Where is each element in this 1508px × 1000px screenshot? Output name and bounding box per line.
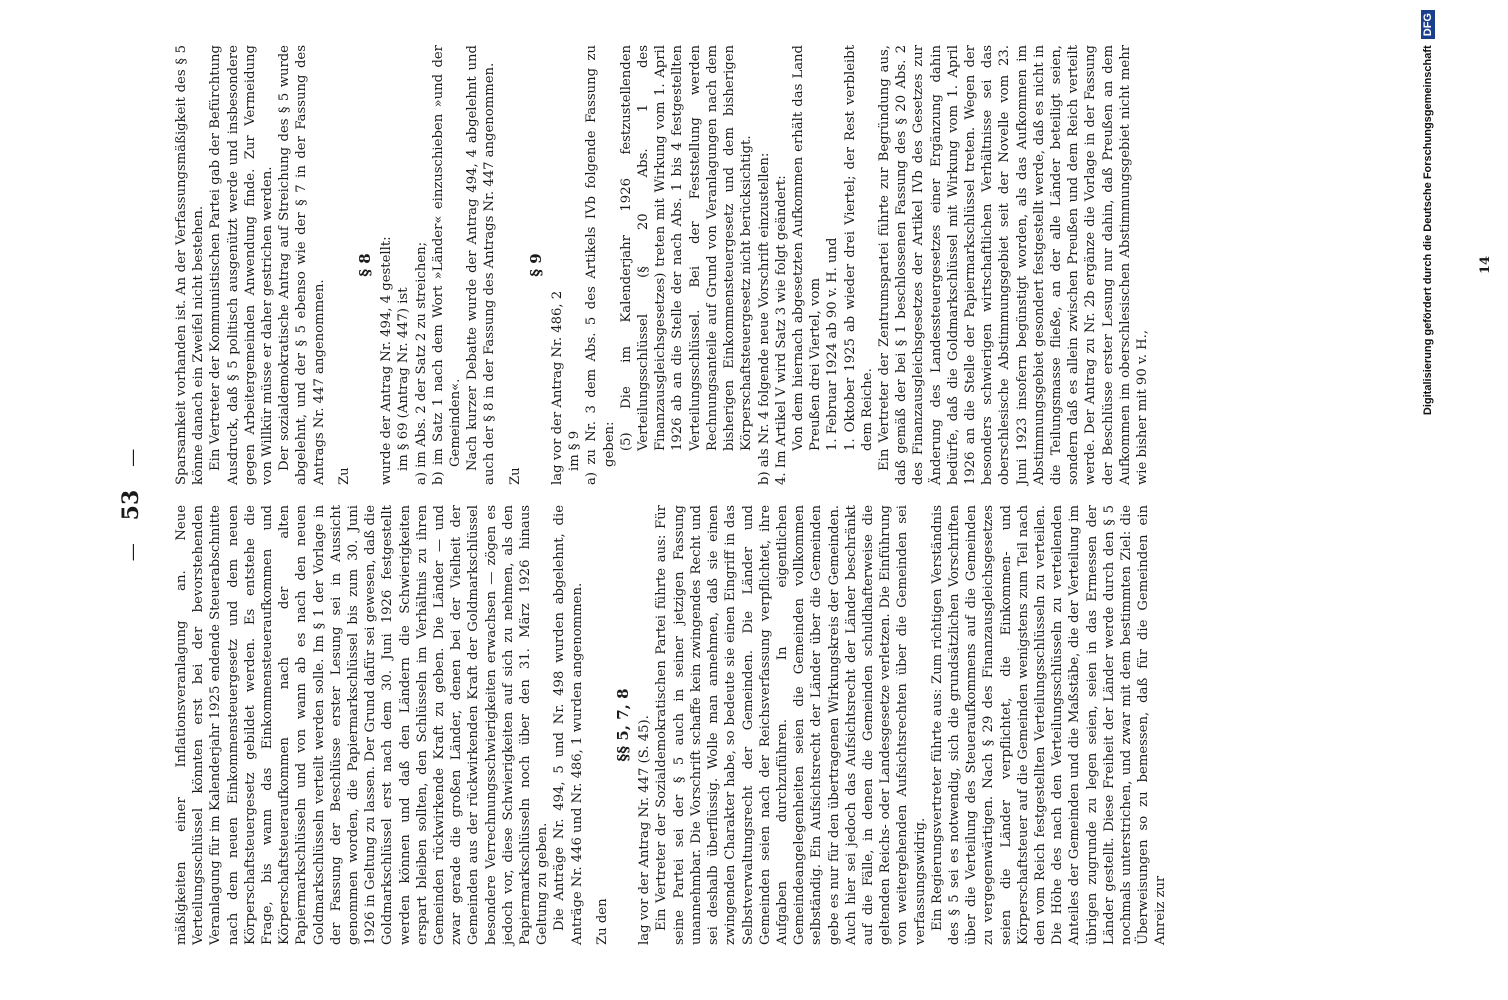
- footer-page-number: 14: [1478, 255, 1493, 275]
- paragraph: lag vor der Antrag Nr. 447 (S. 45).: [637, 715, 653, 945]
- paragraph: Ein Vertreter der Zentrumspartei führte zur Begründung aus, daß gemäß der bei § 1 beschlossenen Fassung des § 20 Abs. 2 des Finanzausgleichsgesetzes der Artikel IVb des Gesetzes zur Änderung des Landessteuergesetzes einer Ergänzung dahin bedürfe, daß die Goldmarkschlüssel mit Wirkung vom 1. April 1926 an die Stelle der Papiermarkschlüssel treten. Wegen der besonders schwierigen wirtschaftlichen Verhältnisse sei das oberschlesische Abstimmungsgebiet seit der Novelle vom 23. Juni 1923 insofern begünstigt worden, als das Aufkommen im Abstimmungsgebiet gesondert festgestellt werde, daß es nicht in die Teilungsmasse fließe, an der alle Länder beteiligt seien, sondern daß es allein zwischen Preußen und dem Reich verteilt werde. Der Antrag zu Nr. 2b ergänze die Vorlage in der Fassung der Beschlüsse erster Lesung nur dahin, daß Preußen an dem Aufkommen im oberschlesischen Abstimmungsgebiet nicht mehr wie bisher mit 90 v. H.,: [876, 45, 1150, 485]
- paragraph: im § 9: [567, 430, 583, 471]
- sub-item: Von dem hiernach abgesetzten Aufkommen erhält das Land Preußen drei Viertel, vom: [790, 45, 824, 451]
- list-item: b) im Satz 1 nach dem Wort »Länder« einzuschieben »und der Gemeinden«.: [430, 45, 464, 485]
- paragraph: Sparsamkeit vorhanden ist. An der Verfassungsmäßigkeit des § 5 könne danach ein Zweifel nicht bestehen.: [174, 45, 207, 485]
- paragraph: Der sozialdemokratische Antrag auf Streichung des § 5 wurde abgelehnt, und der § 5 ebenso wie der § 7 in der Fassung des Antrags Nr. 447 angenommen.: [277, 45, 327, 485]
- header-dash-left: —: [122, 543, 143, 562]
- credit-text: Digitalisierung gefördert durch die Deutsche Forschungsgemeinschaft: [1422, 45, 1434, 416]
- paragraph: im § 69 (Antrag Nr. 447) ist: [396, 287, 412, 471]
- header-dash-right: —: [122, 448, 143, 467]
- sub-item: 1. Februar 1924 ab 90 v. H. und: [825, 237, 841, 451]
- paragraph: Ein Vertreter der Sozialdemokratischen Partei führte aus: Für seine Partei sei der § 5 auch in seiner jetzigen Fassung unannehmbar. Die Vorschrift schaffe kein zwingendes Recht und sei deshalb überflüssig. Wolle man annehmen, daß sie einen zwingenden Charakter habe, so bedeute sie einen Eingriff in das Selbstverwaltungsrecht der Gemeinden. Die Länder und Gemeinden seien nach der Reichsverfassung verpflichtet, ihre Aufgaben durchzuführen. In eigentlichen Gemeindeangelegenheiten seien die Gemeinden vollkommen selbständig. Ein Aufsichtsrecht der Länder über die Gemeinden gebe es nur für den übertragenen Wirkungskreis der Gemeinden. Auch hier sei jedoch das Aufsichtsrecht der Länder beschränkt auf die Fälle, in denen die Gemeinden schuldhafterweise die geltenden Reichs- oder Landesgesetze verletzen. Die Einführung von weitergehenden Aufsichtsrechten über die Gemeinden sei verfassungswidrig.: [654, 505, 928, 945]
- left-column: [173, 505, 1503, 945]
- section-heading: § 8: [356, 253, 375, 277]
- paragraph: wurde der Antrag Nr. 494, 4 gestellt:: [379, 236, 395, 485]
- section-heading: § 9: [526, 253, 545, 277]
- section-intro: Zu: [336, 467, 352, 485]
- paragraph: Ein Vertreter der Kommunistischen Partei gab der Befürchtung Ausdruck, daß § 5 politisch ausgenützt werde und insbesondere gegen Arbeitergemeinden Anwendung finde. Zur Vermeidung von Willkür müsse er daher gestrichen werden.: [208, 45, 276, 485]
- list-item: b) als Nr. 4 folgende neue Vorschrift einzustellen:: [756, 152, 772, 485]
- paragraph: Die Anträge Nr. 494, 5 und Nr. 498 wurden abgelehnt, die Anträge Nr. 446 und Nr. 486, 1 wurden angenommen.: [552, 505, 585, 945]
- paragraph: Nach kurzer Debatte wurde der Antrag 494, 4 abgelehnt und auch der § 8 in der Fassung des Antrags Nr. 447 angenommen.: [465, 45, 498, 485]
- section-intro: Zu den: [594, 898, 610, 945]
- list-item: a) zu Nr. 3 dem Abs. 5 des Artikels IVb folgende Fassung zu geben:: [584, 45, 617, 485]
- digitization-credit: [1418, 0, 1438, 1000]
- dfg-logo: DFG: [1421, 10, 1435, 39]
- page-header: [118, 25, 158, 985]
- paragraph: lag vor der Antrag Nr. 486, 2: [550, 290, 566, 485]
- list-item: a) im Abs. 2 der Satz 2 zu streichen;: [413, 241, 429, 485]
- section-heading: §§ 5, 7, 8: [614, 688, 633, 762]
- paragraph: Ein Regierungsvertreter führte aus: Zum richtigen Verständnis des § 5 sei es notwendig, sich die grundsätzlichen Vorschriften über die Verteilung des Steueraufkommens auf die Gemeinden zu vergegenwärtigen. Nach § 29 des Finanzausgleichsgesetzes seien die Länder verpflichtet, die Einkommen- und Körperschaftsteuer auf die Gemeinden wenigstens zum Teil nach den vom Reich festgestellten Verteilungsschlüsseln zu verteilen. Die Höhe des nach den Verteilungsschlüsseln zu verteilenden Anteiles der Gemeinden und die Maßstäbe, die der Verteilung im übrigen zugrunde zu legen seien, seien in das Ermessen der Länder gestellt. Diese Freiheit der Länder werde durch den § 5 nochmals unterstrichen, und zwar mit dem bestimmten Ziel: die Überweisungen so zu bemessen, daß für die Gemeinden ein Anreiz zur: [929, 505, 1169, 945]
- quoted-provision: (5) Die im Kalenderjahr 1926 festzustellenden Verteilungsschlüssel (§ 20 Abs. 1 des Finanzausgleichsgesetzes) treten mit Wirkung vom 1. April 1926 ab an die Stelle der nach Abs. 1 bis 4 festgestellten Verteilungsschlüssel. Bei der Feststellung werden Rechnungsanteile auf Grund von Veranlagungen nach dem bisherigen Einkommensteuergesetz und dem bisherigen Körperschaftsteuergesetz nicht berücksichtigt.: [618, 45, 755, 451]
- list-item: 4. Im Artikel V wird Satz 3 wie folgt geändert:: [773, 175, 789, 485]
- section-intro: Zu: [507, 467, 523, 485]
- sub-item: 1. Oktober 1925 ab wieder drei Viertel; der Rest verbleibt dem Reiche.: [842, 45, 875, 451]
- scanned-page: [118, 25, 1508, 985]
- paragraph: mäßigkeiten einer Inflationsveranlagung an. Neue Verteilungsschlüssel könnten erst bei der bevorstehenden Veranlagung für im Kalenderjahr 1925 endende Steuerabschnitte nach dem neuen Einkommensteuergesetz und dem neuen Körperschaftsteuergesetz gebildet werden. Es entstehe die Frage, bis wann das Einkommensteueraufkommen und Körperschaftsteueraufkommen nach der alten Papiermarkschlüsseln und von wann ab es nach den neuen Goldmarkschlüsseln verteilt werden solle. Im § 1 der Vorlage in der Fassung der Beschlüsse erster Lesung sei in Aussicht genommen worden, die Papiermarkschlüssel bis zum 30. Juni 1926 in Geltung zu lassen. Der Grund dafür sei gewesen, daß die Goldmarkschlüssel erst nach dem 30. Juni 1926 festgestellt werden können und daß den Ländern die Schwierigkeiten erspart bleiben sollten, den Schlüsseln im Verhältnis zu ihren Gemeinden rückwirkende Kraft zu geben. Die Länder — und zwar gerade die großen Länder, denen bei der Vielheit der Gemeinden aus der rückwirkenden Kraft der Goldmarkschlüssel besondere Verrechnungsschwierigkeiten erwachsen — zögen es jedoch vor, diese Schwierigkeiten auf sich zu nehmen, als den Papiermarkschlüsseln noch über den 31. März 1926 hinaus Geltung zu geben.: [174, 505, 551, 945]
- page-number: 53: [118, 489, 144, 521]
- right-column: [173, 45, 1503, 485]
- digitization-credit-bar: [1414, 0, 1434, 1000]
